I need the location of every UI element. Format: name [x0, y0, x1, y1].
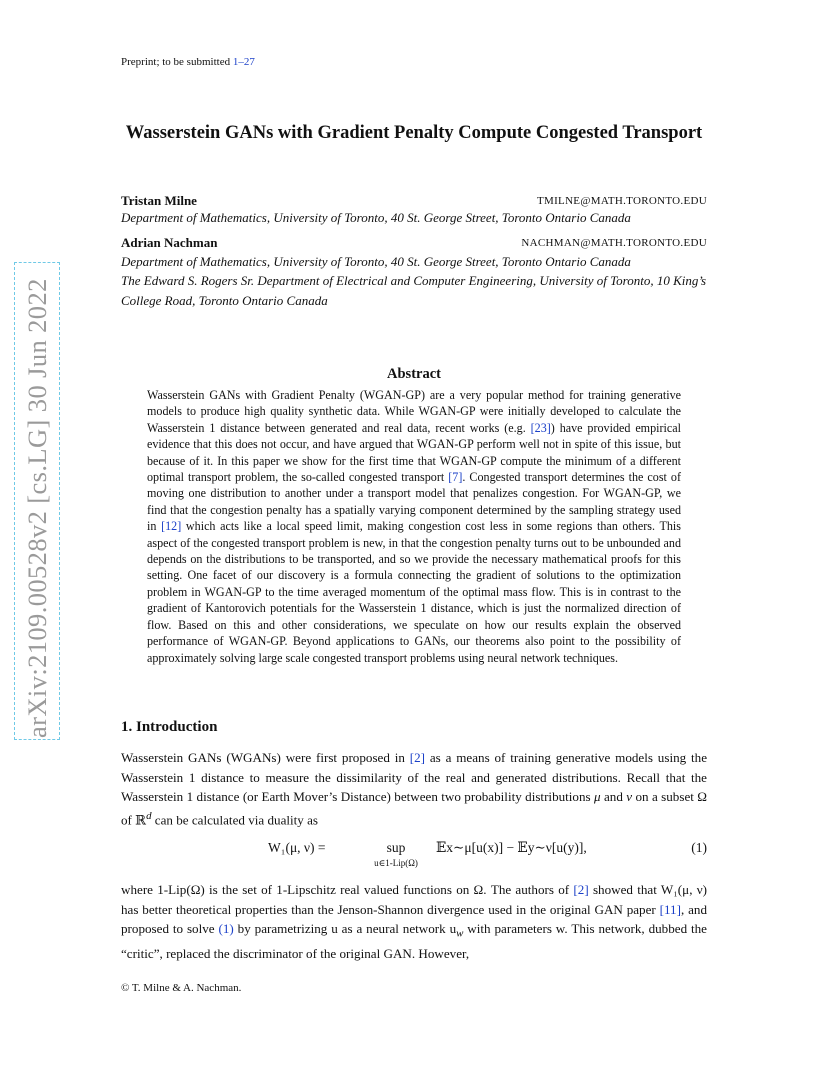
body-text: Wasserstein GANs (WGANs) were first proposed in	[121, 750, 410, 765]
equation-sup: sup	[386, 840, 406, 855]
abstract-text: ) have provided empirical evidence that this does not occur, and have argued that WGAN-GP perform well not in spite of this issue, but because of it. In this paper we show for the first time that WGAN-GP compute the minimum of a different optimal transport problem, the so-called congested transport	[147, 420, 681, 485]
math-nu: ν	[626, 789, 633, 805]
body-text: can be calculated via duality as	[151, 812, 319, 828]
body-text: and	[600, 789, 627, 805]
equation-sup-subscript: u∈1-Lip(Ω)	[374, 858, 418, 868]
abstract-heading: Abstract	[387, 366, 441, 382]
intro-paragraph	[121, 748, 707, 830]
author-name: Adrian Nachman	[121, 235, 218, 250]
body-text: , and proposed to solve	[121, 901, 707, 937]
citation-link[interactable]: [7]	[448, 470, 463, 485]
math-subscript: w	[456, 927, 464, 940]
abstract-body	[147, 387, 681, 666]
citation-link[interactable]: [12]	[161, 519, 182, 534]
section-heading: 1. Introduction	[121, 719, 218, 735]
body-text: by parametrizing u as a neural network u	[233, 921, 457, 937]
equation-lhs: W₁(μ, ν) =	[268, 840, 326, 855]
preprint-pages-link[interactable]: 1–27	[232, 56, 255, 68]
equation-number: (1)	[691, 840, 707, 855]
citation-link[interactable]: [11]	[659, 901, 681, 917]
author-email: TMILNE@MATH.TORONTO.EDU	[536, 195, 707, 207]
equation-rhs: 𝔼x∼μ[u(x)] − 𝔼y∼ν[u(y)],	[436, 840, 587, 855]
author-affiliation: Department of Mathematics, University of Toronto, 40 St. George Street, Toronto Ontario Canada	[121, 254, 631, 269]
abstract-text: Wasserstein GANs with Gradient Penalty (WGAN-GP) are a very popular method for training generative models to produce high quality synthetic data. While WGAN-GP were initially developed to calculate the Wasserstein 1 distance between generated and real data, recent works (e.g.	[147, 388, 681, 435]
citation-link[interactable]: [23]	[530, 420, 551, 435]
author-block-2	[121, 235, 707, 251]
abstract-text: which acts like a local speed limit, making congestion cost less in some regions than others. This aspect of the congested transport problem is new, in that the congestion penalty turns out to be unbounded and depends on the distributions to be transported, and so we provide the necessary mathematical proofs for this setting. One facet of our discovery is a formula connecting the gradient of solutions to the optimization problem in WGAN-GP to the time averaged momentum of the optimal mass flow. This is in contrast to the gradient of Kantorovich potentials for the Wasserstein 1 distance, which is just the normalized direction of flow. Based on this and other considerations, we speculate on how our results explain the observed performance of WGAN-GP. Beyond applications to GANs, our theorems also point to the possibility of approximately solving large scale congested transport problems using neural network techniques.	[147, 519, 681, 665]
author-affiliation: The Edward S. Rogers Sr. Department of Electrical and Computer Engineering, University of Toronto, 10 King’s College Road, Toronto Ontario Canada	[121, 273, 707, 308]
preprint-note	[121, 56, 255, 68]
paper-title: Wasserstein GANs with Gradient Penalty Compute Congested Transport	[125, 123, 703, 143]
copyright-footer: © T. Milne & A. Nachman.	[121, 982, 242, 994]
preprint-label: Preprint; to be submitted	[121, 56, 233, 68]
body-text: with parameters w. This network, dubbed the “critic”, replaced the discriminator of the original GAN. However,	[121, 921, 707, 962]
intro-paragraph	[121, 880, 707, 964]
math-mu: μ	[594, 789, 601, 805]
body-text: on a subset Ω of ℝ	[121, 789, 708, 828]
arxiv-stamp: arXiv:2109.00528v2 [cs.LG] 30 Jun 2022	[22, 278, 52, 738]
author-affiliation: Department of Mathematics, University of Toronto, 40 St. George Street, Toronto Ontario Canada	[121, 210, 631, 225]
author-name: Tristan Milne	[121, 193, 197, 208]
math-exponent: d	[146, 809, 152, 822]
equation-1	[121, 836, 707, 876]
body-text: showed that W₁(μ, ν) has better theoretical properties than the Jenson-Shannon divergence used in the original GAN paper	[121, 882, 708, 917]
author-block-1	[121, 193, 707, 209]
citation-link[interactable]: [2]	[409, 750, 426, 765]
body-text: where 1-Lip(Ω) is the set of 1-Lipschitz real valued functions on Ω. The authors of	[121, 882, 574, 897]
citation-link[interactable]: [2]	[573, 882, 589, 897]
abstract-text: . Congested transport determines the cost of moving one distribution to another under a transport model that penalizes congestion. For WGAN-GP, we find that the congestion penalty has a spatially varying component determined by the sampling strategy used in	[147, 470, 681, 534]
body-text: as a means of training generative models using the Wasserstein 1 distance to measure the dissimilarity of the real and generated distributions. Recall that the Wasserstein 1 distance (or Earth Mover’s Distance) between two probability distributions	[121, 750, 708, 805]
equation-ref-link[interactable]: (1)	[218, 921, 234, 937]
author-email: NACHMAN@MATH.TORONTO.EDU	[521, 237, 707, 249]
